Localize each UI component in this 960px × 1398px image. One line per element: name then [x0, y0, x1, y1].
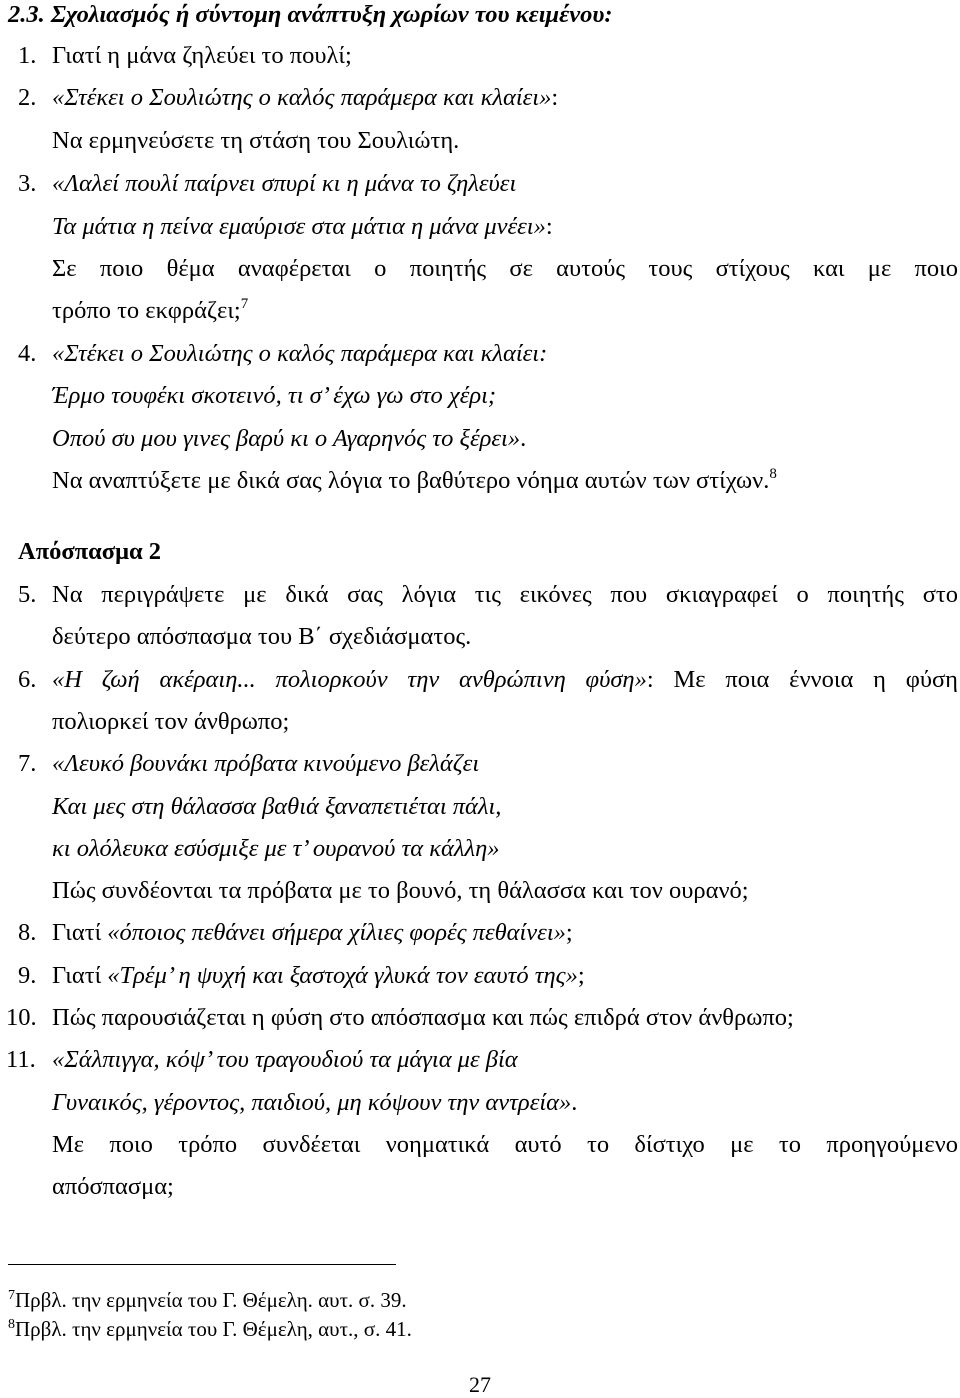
question-10-text: Πώς παρουσιάζεται η φύση στο απόσπασμα και πώς επιδρά στον άνθρωπο; [52, 1004, 794, 1031]
footnote-ref-7[interactable]: 7 [240, 296, 249, 312]
question-number-4: 4. [18, 340, 37, 367]
question-number-11: 11. [6, 1046, 36, 1073]
question-number-2: 2. [18, 84, 37, 111]
question-4-line-4 [52, 466, 777, 496]
question-11-period: . [571, 1089, 578, 1116]
question-7-line-4: Πώς συνδέονται τα πρόβατα με το βουνό, τη θάλασσα και τον ουρανό; [52, 877, 749, 904]
question-3-verse-2-line [52, 212, 553, 242]
question-7-verse-3: κι ολόλευκα εσύσμιξε με τ’ ουρανού τα κάλλη» [52, 835, 500, 862]
question-7-verse-1: «Λευκό βουνάκι πρόβατα κινούμενο βελάζει [52, 750, 480, 777]
question-number-1: 1. [18, 42, 37, 69]
question-8-before: Γιατί [52, 919, 108, 946]
footnote-separator [8, 1264, 396, 1265]
question-number-9: 9. [18, 962, 37, 989]
footnote-7 [8, 1288, 407, 1312]
question-2-quote: «Στέκει ο Σουλιώτης ο καλός παράμερα και κλαίει» [52, 84, 552, 111]
footnote-7-marker: 7 [8, 1288, 15, 1303]
question-3-line-4-text: τρόπο το εκφράζει; [52, 297, 241, 324]
question-9-after: ; [577, 962, 585, 989]
question-number-10: 10. [6, 1004, 37, 1031]
question-2-line-1 [52, 83, 558, 113]
question-9-before: Γιατί [52, 962, 108, 989]
question-9-line [52, 961, 585, 991]
question-4-verse-1: «Στέκει ο Σουλιώτης ο καλός παράμερα και κλαίει: [52, 340, 548, 367]
question-4-verse-3-line [52, 424, 526, 454]
footnote-ref-8[interactable]: 8 [769, 466, 777, 482]
question-number-6: 6. [18, 666, 37, 693]
question-3-colon: : [545, 213, 553, 240]
question-11-verse-1: «Σάλπιγγα, κόψ’ του τραγουδιού τα μάγια με βία [52, 1046, 518, 1073]
question-5-line-1: Να περιγράψετε με δικά σας λόγια τις εικόνες που σκιαγραφεί ο ποιητής στο [52, 581, 958, 608]
question-number-8: 8. [18, 919, 37, 946]
question-3-verse-1: «Λαλεί πουλί παίρνει σπυρί κι η μάνα το ζηλεύει [52, 170, 517, 197]
question-1-text: Γιατί η μάνα ζηλεύει το πουλί; [52, 42, 352, 69]
question-7-verse-2: Και μες στη θάλασσα βαθιά ξαναπετιέται πάλι, [52, 793, 502, 820]
question-8-line [52, 918, 573, 948]
question-number-5: 5. [18, 581, 37, 608]
question-number-7: 7. [18, 750, 37, 777]
question-2-line-2: Να ερμηνεύσετε τη στάση του Σουλιώτη. [52, 127, 460, 154]
question-6-line-2: πολιορκεί τον άνθρωπο; [52, 708, 290, 735]
question-11-verse-2-line [52, 1088, 577, 1118]
question-4-verse-2: Έρμο τουφέκι σκοτεινό, τι σ’ έχω γω στο χέρι; [52, 382, 497, 409]
question-3-line-4 [52, 296, 248, 326]
question-5-line-2: δεύτερο απόσπασμα του Β΄ σχεδιάσματος. [52, 623, 472, 650]
footnote-7-text: Πρβλ. την ερμηνεία του Γ. Θέμελη. αυτ. σ. 39. [15, 1288, 407, 1312]
question-8-quote: «όποιος πεθάνει σήμερα χίλιες φορές πεθαίνει» [107, 919, 566, 946]
question-4-period: . [520, 425, 527, 452]
section-heading: 2.3. Σχολιασμός ή σύντομη ανάπτυξη χωρίων του κειμένου: [8, 1, 613, 28]
footnote-8 [8, 1317, 412, 1341]
question-8-after: ; [565, 919, 573, 946]
question-3-verse-2: Τα μάτια η πείνα εμαύρισε στα μάτια η μάνα μνέει» [52, 213, 546, 240]
question-11-verse-2: Γυναικός, γέροντος, παιδιού, μη κόψουν την αντρεία» [52, 1089, 572, 1116]
page-number: 27 [469, 1372, 491, 1397]
question-11-line-4: απόσπασμα; [52, 1173, 174, 1200]
question-6-line-1 [52, 665, 958, 695]
question-9-quote: «Τρέμ’ η ψυχή και ξαστοχά γλυκά τον εαυτό της» [107, 962, 578, 989]
question-6-quote: «Η ζωή ακέραιη... πολιορκούν την ανθρώπινη φύση» [52, 666, 647, 693]
question-6-after: : Με ποια έννοια η φύση [646, 666, 958, 693]
subheading-excerpt-2: Απόσπασμα 2 [18, 538, 162, 565]
question-4-line-4-text: Να αναπτύξετε με δικά σας λόγια το βαθύτερο νόημα αυτών των στίχων. [52, 467, 770, 494]
question-3-line-3: Σε ποιο θέμα αναφέρεται ο ποιητής σε αυτούς τους στίχους και με ποιο [52, 255, 958, 282]
question-4-verse-3: Οπού συ μου γινες βαρύ κι ο Αγαρηνός το ξέρει» [52, 425, 521, 452]
footnote-8-marker: 8 [8, 1317, 15, 1332]
question-number-3: 3. [18, 170, 37, 197]
question-2-colon: : [551, 84, 559, 111]
question-11-line-3: Με ποιο τρόπο συνδέεται νοηματικά αυτό το δίστιχο με το προηγούμενο [52, 1131, 958, 1158]
footnote-8-text: Πρβλ. την ερμηνεία του Γ. Θέμελη, αυτ., σ. 41. [15, 1317, 412, 1341]
